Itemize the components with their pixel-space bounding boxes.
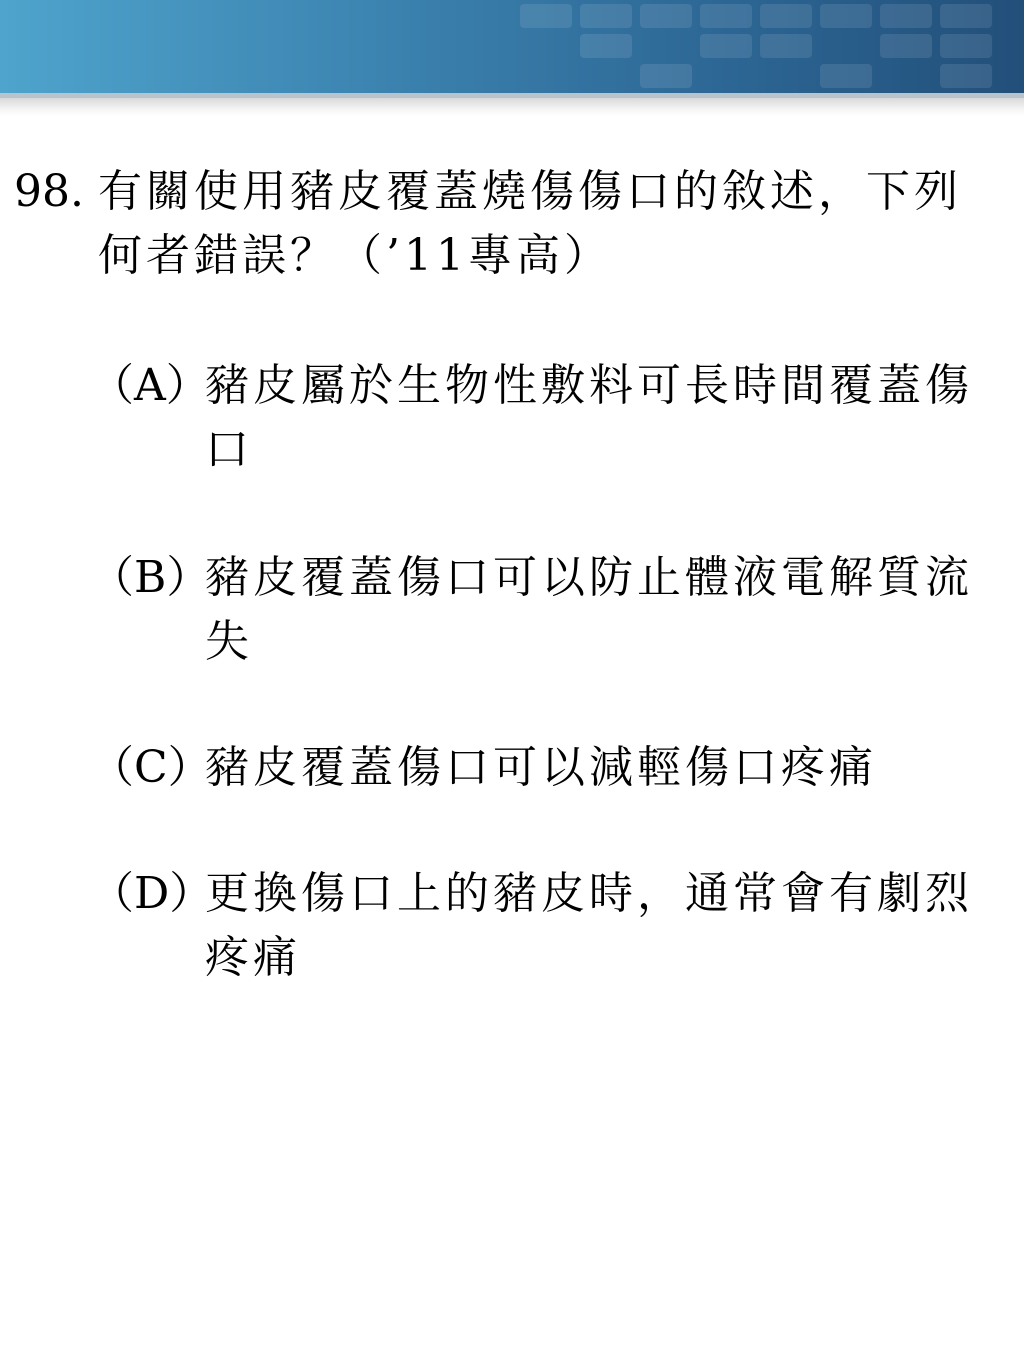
- option-b-label: （B）: [90, 552, 211, 603]
- option-c-text: 豬皮覆蓋傷口可以減輕傷口疼痛: [205, 742, 877, 793]
- question-number: 98.: [14, 166, 84, 217]
- option-b-text: 豬皮覆蓋傷口可以防止體液電解質流失: [205, 552, 973, 667]
- option-d-label: （D）: [90, 868, 214, 919]
- header-shadow: [0, 98, 1024, 116]
- option-a-label: （A）: [90, 360, 210, 411]
- option-c-label: （C）: [90, 742, 212, 793]
- question-text: 有關使用豬皮覆蓋燒傷傷口的敘述，下列何者錯誤？（’11專高）: [98, 166, 962, 281]
- header-banner: [0, 0, 1024, 93]
- option-d-text: 更換傷口上的豬皮時，通常會有劇烈疼痛: [205, 868, 973, 983]
- banner-tile-pattern: [500, 0, 1024, 93]
- option-a-text: 豬皮屬於生物性敷料可長時間覆蓋傷口: [205, 360, 973, 475]
